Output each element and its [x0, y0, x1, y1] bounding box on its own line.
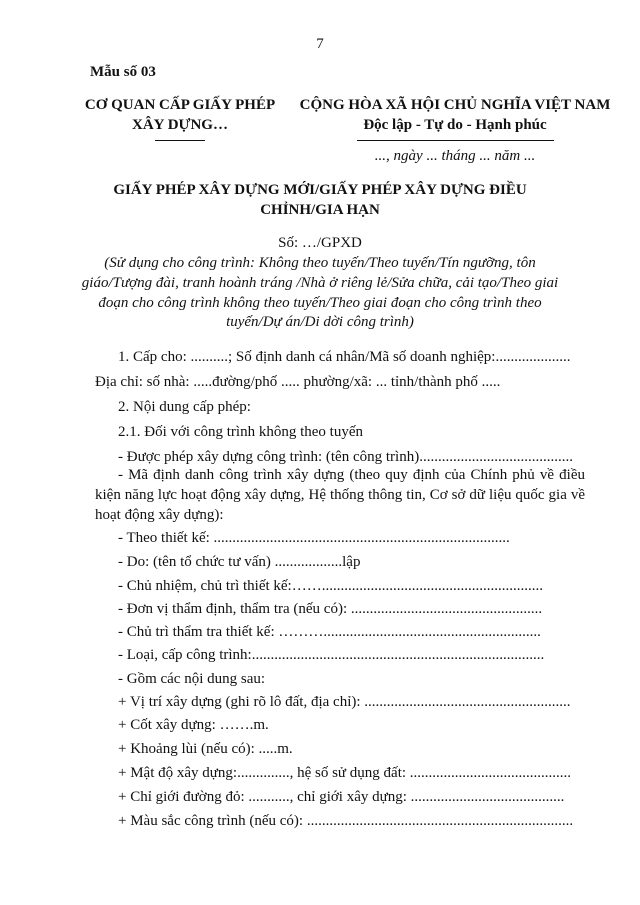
- field-setback: + Khoảng lùi (nếu có): .....m.: [118, 741, 293, 757]
- agency-name-line2: XÂY DỰNG…: [132, 117, 228, 133]
- country-name: CỘNG HÒA XÃ HỘI CHỦ NGHĨA VIỆT NAM: [299, 97, 611, 113]
- field-review-lead: - Chủ trì thẩm tra thiết kế: ………..........................................................: [118, 624, 541, 640]
- date-line: ..., ngày ... tháng ... năm ...: [374, 148, 536, 164]
- field-color: + Màu sắc công trình (nếu có): .......................................................................: [118, 813, 574, 829]
- field-work-type-grade: - Loại, cấp công trình:..............................................................................: [118, 647, 545, 663]
- field-elevation: + Cốt xây dựng: …….m.: [118, 717, 269, 733]
- field-location: + Vị trí xây dựng (ghi rõ lô đất, địa chỉ): .......................................................: [118, 694, 571, 710]
- field-contents-heading: - Gồm các nội dung sau:: [118, 671, 266, 687]
- field-issued-to: 1. Cấp cho: ..........; Số định danh cá nhân/Mã số doanh nghiệp:....................: [118, 349, 571, 365]
- document-title-line1: GIẤY PHÉP XÂY DỰNG MỚI/GIẤY PHÉP XÂY DỰNG ĐIỀU: [113, 182, 527, 198]
- usage-note-line3: đoạn cho công trình không theo tuyến/Theo giai đoạn cho công trình theo: [98, 295, 542, 311]
- motto-underline: [357, 140, 554, 141]
- section-non-linear-works: 2.1. Đối với công trình không theo tuyến: [118, 424, 363, 440]
- document-title-line2: CHỈNH/GIA HẠN: [260, 202, 380, 218]
- usage-note-line2: giáo/Tượng đài, tranh hoành tráng /Nhà ở riêng lẻ/Sửa chữa, cải tạo/Theo giai: [81, 275, 559, 291]
- field-design: - Theo thiết kế: ...............................................................................: [118, 530, 510, 546]
- usage-note-line4: tuyến/Dự án/Di dời công trình): [226, 314, 414, 330]
- usage-note-line1: (Sử dụng cho công trình: Không theo tuyến/Theo tuyến/Tín ngưỡng, tôn: [104, 255, 536, 271]
- field-boundaries: + Chỉ giới đường đỏ: ..........., chỉ giới xây dựng: .........................................: [118, 789, 565, 805]
- permit-number: Số: …/GPXD: [278, 235, 362, 251]
- agency-name-line1: CƠ QUAN CẤP GIẤY PHÉP: [84, 97, 276, 113]
- section-permit-content: 2. Nội dung cấp phép:: [118, 399, 251, 415]
- motto: Độc lập - Tự do - Hạnh phúc: [363, 117, 547, 133]
- field-work-identifier: - Mã định danh công trình xây dựng (theo quy định của Chính phủ về điều kiện năng lực hoạt động xây dựng, Hệ thống thông tin, Cơ sở dữ liệu quốc gia về hoạt động xây dựng):: [95, 467, 585, 523]
- field-appraisal-unit: - Đơn vị thẩm định, thẩm tra (nếu có): ...................................................: [118, 601, 543, 617]
- field-density: + Mật độ xây dựng:.............., hệ số sử dụng đất: ...........................................: [118, 765, 572, 781]
- form-number: Mẫu số 03: [90, 64, 156, 80]
- field-address: Địa chỉ: số nhà: .....đường/phố ..... phường/xã: ... tỉnh/thành phố .....: [95, 374, 501, 390]
- agency-underline: [155, 140, 205, 141]
- field-design-lead: - Chủ nhiệm, chủ trì thiết kế:……...........................................................: [118, 578, 543, 594]
- field-consultant: - Do: (tên tổ chức tư vấn) ..................lập: [118, 554, 361, 570]
- page-number: 7: [316, 36, 324, 52]
- field-work-name: - Được phép xây dựng công trình: (tên công trình).........................................: [118, 449, 573, 465]
